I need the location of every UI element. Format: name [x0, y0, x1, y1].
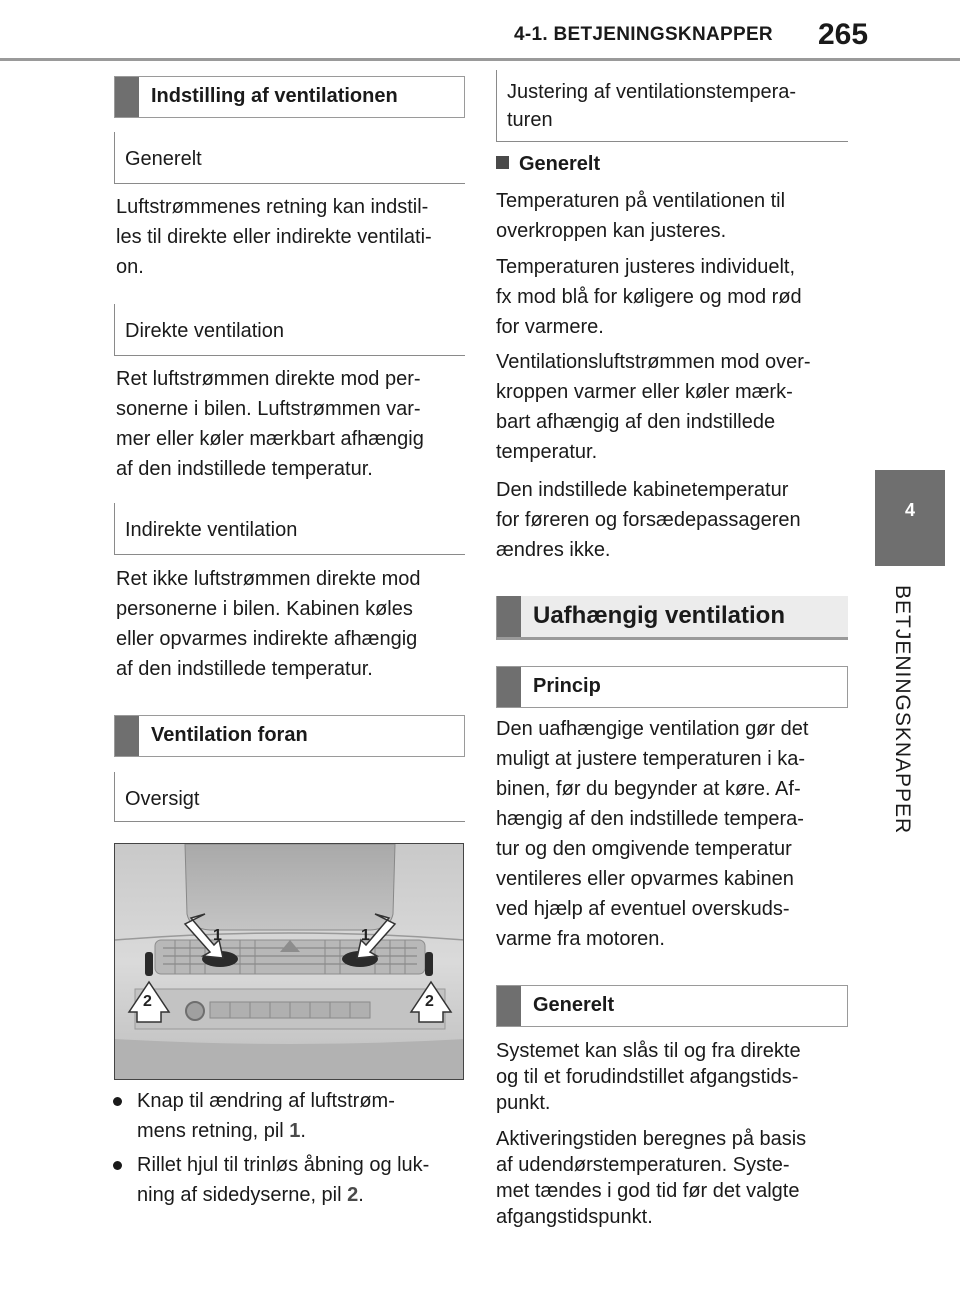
arrow-ref-2: 2 — [347, 1184, 359, 1206]
heading-principle — [496, 666, 848, 708]
callout-1-right: 1 — [361, 927, 370, 944]
text-line: sonerne i bilen. Luftstrømmen var- — [116, 398, 421, 420]
paragraph-direct — [116, 364, 424, 484]
callout-2-right: 2 — [425, 993, 434, 1010]
text-line: mer eller køler mærkbart afhængig — [116, 428, 424, 450]
paragraph-principle: Den uafhængige ventilation gør det muligt at justere temperaturen i ka- binen, før du begynder at køre. Af- hængig af den indstillede tempera- tur og den omgivende temperatur ventileres eller opvarmes kabinen ved hjælp af eventuel overskuds- varme fra motoren. — [496, 718, 809, 950]
heading-text: Uafhængig ventilation — [533, 602, 785, 629]
text-line: Knap til ændring af luftstrøm- — [137, 1090, 395, 1112]
paragraph-temp-2: Temperaturen justeres individuelt, fx mod blå for køligere og mod rød for varmere. — [496, 256, 802, 338]
section-title: 4-1. BETJENINGSKNAPPER — [514, 24, 773, 45]
page-number: 265 — [818, 18, 869, 51]
heading-ventilation-setting — [114, 76, 465, 118]
paragraph-general-2a: Systemet kan slås til og fra direkte og til et forudindstillet afgangstids- punkt. — [496, 1040, 801, 1114]
subheading-general — [114, 132, 465, 184]
arrow-ref-1: 1 — [289, 1120, 301, 1142]
text-line: on. — [116, 256, 144, 278]
paragraph-general-2b: Aktiveringstiden beregnes på basis af udendørstemperaturen. Syste- met tændes i god tid før det valgte afgangstidspunkt. — [496, 1128, 807, 1228]
text-line: mens retning, pil 1. — [137, 1120, 306, 1142]
subheading-text: Direkte ventilation — [125, 320, 284, 342]
bold-heading-general: Generelt — [496, 153, 600, 176]
paragraph-indirect — [116, 564, 421, 684]
text-line: Ret ikke luftstrømmen direkte mod — [116, 568, 421, 590]
heading-text: Ventilation foran — [151, 724, 308, 746]
text-line: Luftstrømmenes retning kan indstil- — [116, 196, 429, 218]
subheading-temperature — [496, 70, 848, 142]
heading-bar — [497, 986, 521, 1026]
callout-2-left: 2 — [143, 993, 152, 1010]
paragraph-temp-3: Ventilationsluftstrømmen mod over- kroppen varmer eller køler mærk- bart afhængig af den indstillede temperatur. — [496, 351, 811, 463]
bullet-dot — [113, 1097, 122, 1106]
dashboard-illustration — [115, 844, 464, 1080]
text-line: Rillet hjul til trinløs åbning og luk- — [137, 1154, 430, 1176]
subheading-text: Oversigt — [125, 788, 200, 810]
bullet-item-1 — [137, 1086, 395, 1146]
subheading-direct — [114, 304, 465, 356]
heading-bar — [497, 667, 521, 707]
heading-bar — [497, 596, 521, 637]
heading-text: Generelt — [533, 994, 615, 1016]
heading-bar — [115, 716, 139, 756]
text-line: ning af sidedyserne, pil 2. — [137, 1184, 364, 1206]
bullet-dot — [113, 1161, 122, 1170]
heading-independent-ventilation — [496, 596, 848, 640]
text-line: eller opvarmes indirekte afhængig — [116, 628, 418, 650]
paragraph-general — [116, 192, 432, 282]
text-line: Ret luftstrømmen direkte mod per- — [116, 368, 421, 390]
chapter-label: BETJENINGSKNAPPER — [891, 585, 914, 835]
paragraph-temp-4: Den indstillede kabinetemperatur for føreren og forsædepassageren ændres ikke. — [496, 479, 801, 561]
bullet-item-2 — [137, 1150, 429, 1210]
subheading-text: Justering af ventilationstempera- turen — [507, 81, 797, 131]
heading-text: Princip — [533, 675, 601, 697]
heading-front-ventilation — [114, 715, 465, 757]
subheading-text: Indirekte ventilation — [125, 519, 298, 541]
header-rule — [0, 58, 960, 61]
subheading-overview — [114, 772, 465, 822]
text-line: personerne i bilen. Kabinen køles — [116, 598, 413, 620]
subheading-text: Generelt — [125, 148, 202, 170]
text-line: af den indstillede temperatur. — [116, 458, 373, 480]
dashboard-vents-figure — [114, 843, 464, 1080]
heading-text: Indstilling af ventilationen — [151, 85, 398, 107]
callout-1-left: 1 — [213, 927, 222, 944]
square-bullet-icon — [496, 156, 509, 169]
text-line: af den indstillede temperatur. — [116, 658, 373, 680]
text-line: les til direkte eller indirekte ventilati- — [116, 226, 432, 248]
paragraph-temp-1: Temperaturen på ventilationen til overkroppen kan justeres. — [496, 190, 786, 242]
heading-general-2 — [496, 985, 848, 1027]
chapter-number: 4 — [904, 500, 915, 520]
heading-bar — [115, 77, 139, 117]
subheading-indirect — [114, 503, 465, 555]
